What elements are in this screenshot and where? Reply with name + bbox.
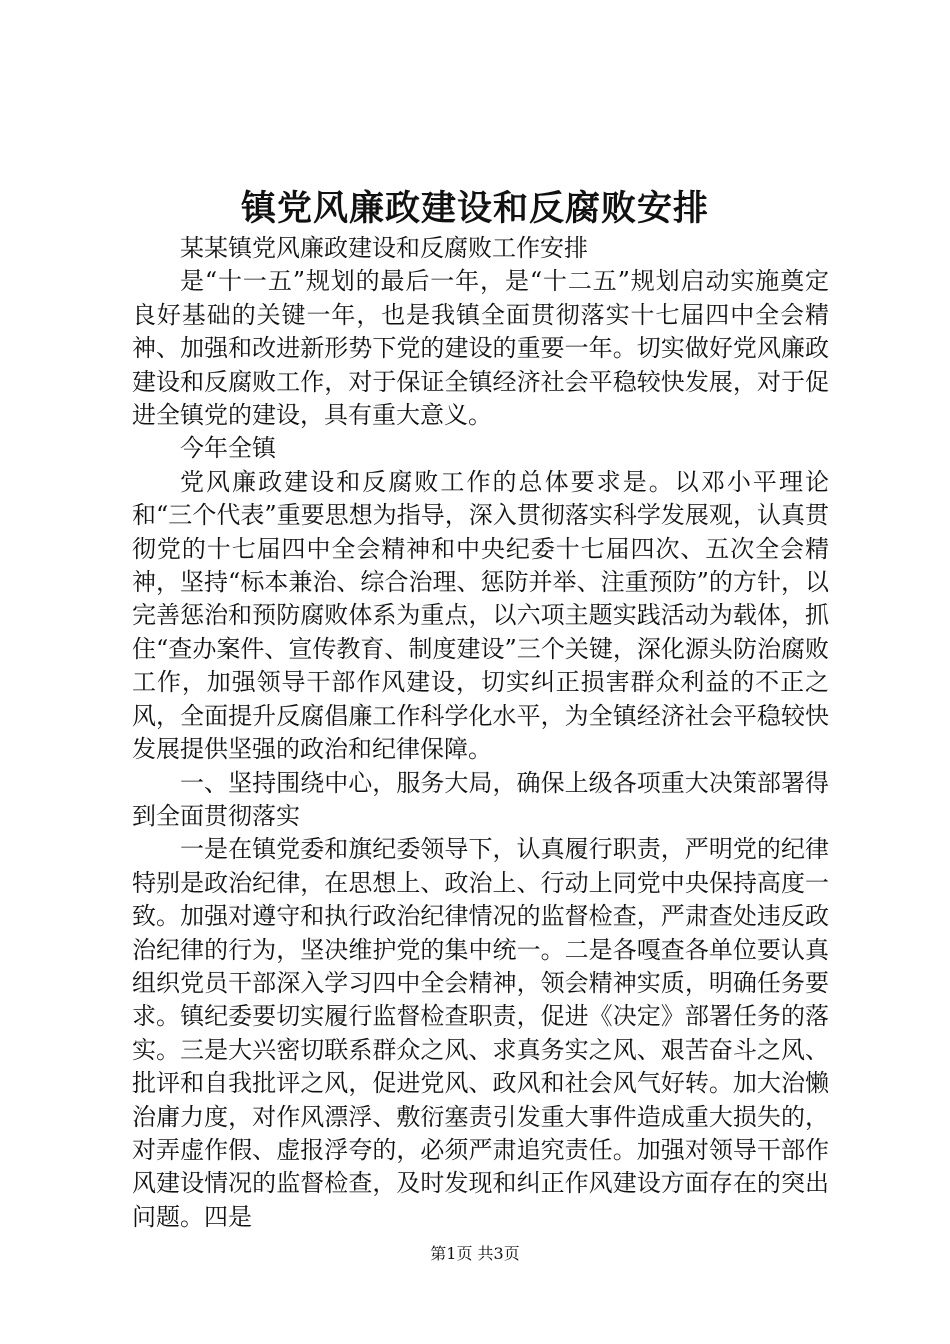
paragraph: 某某镇党风廉政建设和反腐败工作安排 bbox=[180, 234, 588, 262]
section-heading: 一、坚持围绕中心，服务大局，确保上级各项重大决策部署得到全面贯彻落实 bbox=[132, 768, 829, 830]
paragraph: 一是在镇党委和旗纪委领导下，认真履行职责，严明党的纪律特别是政治纪律，在思想上、政治上、行动上同党中央保持高度一致。加强对遵守和执行政治纪律情况的监督检查，严肃查处违反政治纪律的行为，坚决维护党的集中统一。二是各嘎查各单位要认真组织党员干部深入学习四中全会精神，领会精神实质，明确任务要求。镇纪委要切实履行监督检查职责，促进《决定》部署任务的落实。三是大兴密切联系群众之风、求真务实之风、艰苦奋斗之风、批评和自我批评之风，促进党风、政风和社会风气好转。加大治懒治庸力度，对作风漂浮、敷衍塞责引发重大事件造成重大损失的，对弄虚作假、虚报浮夸的，必须严肃追究责任。加强对领导干部作风建设情况的监督检查，及时发现和纠正作风建设方面存在的突出问题。四是 bbox=[132, 835, 829, 1231]
page-number-footer: 第1页 共3页 bbox=[430, 1244, 520, 1263]
document-title: 镇党风廉政建设和反腐败安排 bbox=[240, 188, 709, 229]
paragraph: 党风廉政建设和反腐败工作的总体要求是。以邓小平理论和“三个代表”重要思想为指导，深入贯彻落实科学发展观，认真贯彻党的十七届四中全会精神和中央纪委十七届四次、五次全会精神，坚持“标本兼治、综合治理、惩防并举、注重预防”的方针，以完善惩治和预防腐败体系为重点，以六项主题实践活动为载体，抓住“查办案件、宣传教育、制度建设”三个关键，深化源头防治腐败工作，加强领导干部作风建设，切实纠正损害群众利益的不正之风，全面提升反腐倡廉工作科学化水平，为全镇经济社会平稳较快发展提供坚强的政治和纪律保障。 bbox=[132, 467, 829, 764]
paragraph: 是“十一五”规划的最后一年，是“十二五”规划启动实施奠定良好基础的关键一年，也是我镇全面贯彻落实十七届四中全会精神、加强和改进新形势下党的建设的重要一年。切实做好党风廉政建设和反腐败工作，对于保证全镇经济社会平稳较快发展，对于促进全镇党的建设，具有重大意义。 bbox=[132, 267, 829, 430]
paragraph: 今年全镇 bbox=[180, 434, 276, 463]
document-body bbox=[132, 232, 829, 1234]
